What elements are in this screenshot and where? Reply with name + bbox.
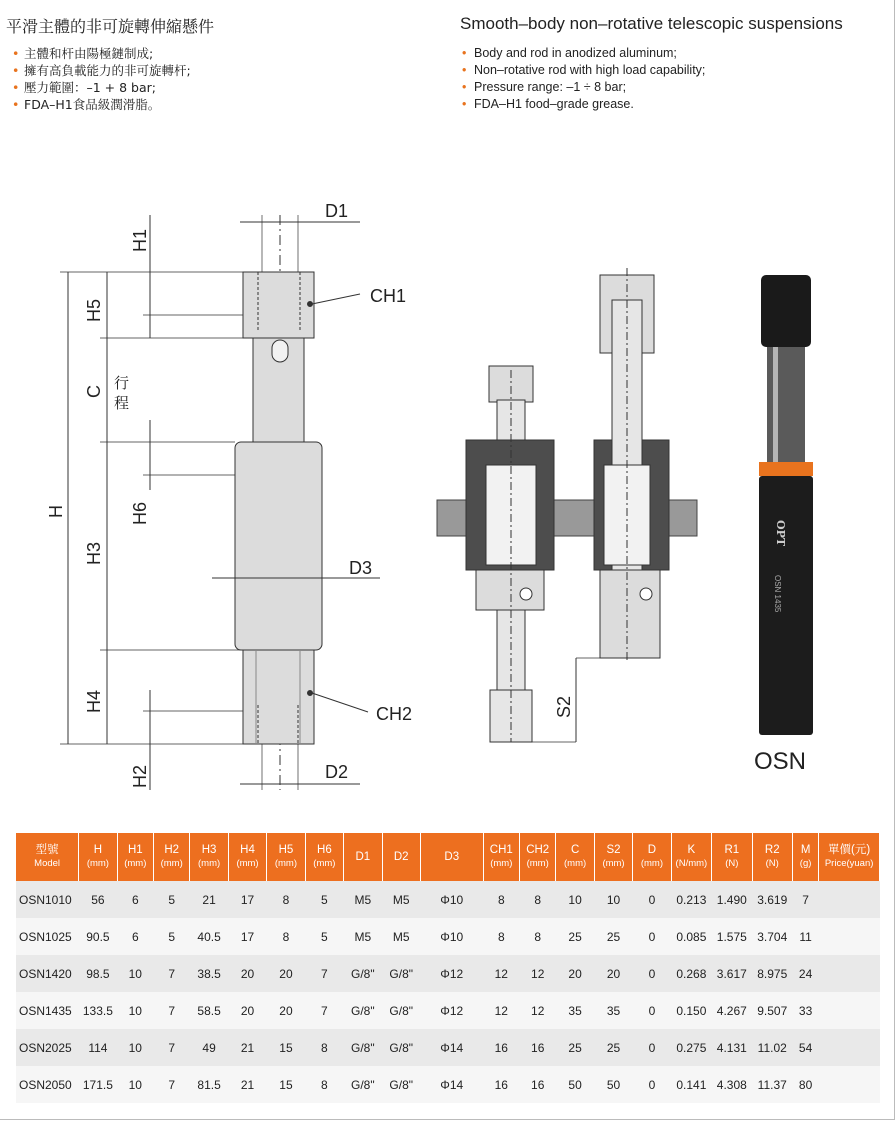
table-cell: 17 — [228, 881, 266, 918]
feature-list-english — [462, 45, 705, 113]
table-cell: 15 — [267, 1029, 305, 1066]
table-row — [16, 918, 880, 955]
table-cell: OSN1435 — [16, 992, 79, 1029]
table-cell: 12 — [483, 955, 519, 992]
table-cell: 25 — [594, 1029, 632, 1066]
table-cell: G/8" — [382, 1029, 420, 1066]
table-cell: 0.150 — [671, 992, 711, 1029]
table-cell: M5 — [382, 881, 420, 918]
label-d3: D3 — [349, 558, 373, 578]
table-cell: 49 — [190, 1029, 228, 1066]
header-label: H — [93, 844, 103, 856]
table-cell: 21 — [190, 881, 228, 918]
table-cell: G/8" — [382, 955, 420, 992]
table-cell: 7 — [154, 1029, 190, 1066]
table-cell: G/8" — [382, 1066, 420, 1103]
table-cell: 9.507 — [752, 992, 792, 1029]
header-label: D3 — [444, 850, 460, 863]
header-unit: Model — [34, 858, 61, 869]
table-cell: 8 — [305, 1029, 343, 1066]
header-label: H6 — [317, 844, 332, 856]
table-cell: 54 — [792, 1029, 818, 1066]
table-cell: 4.267 — [712, 992, 752, 1029]
table-cell: Φ10 — [420, 881, 483, 918]
table-cell: 81.5 — [190, 1066, 228, 1103]
table-cell: 0.085 — [671, 918, 711, 955]
feature-item: • Pressure range: –1 ÷ 8 bar; — [462, 79, 705, 96]
table-cell: 10 — [556, 881, 594, 918]
feature-item: • FDA–H1 food–grade grease. — [462, 96, 705, 113]
header-label: CH1 — [489, 844, 513, 856]
table-header-cell — [305, 833, 343, 881]
header-unit: (N/mm) — [675, 858, 708, 869]
feature-item: • Body and rod in anodized aluminum; — [462, 45, 705, 62]
product-photo — [755, 275, 817, 735]
body — [235, 442, 322, 650]
header-unit: (mm) — [160, 858, 183, 869]
table-cell — [819, 1029, 880, 1066]
table-cell: 50 — [556, 1066, 594, 1103]
label-d2: D2 — [325, 762, 349, 782]
table-cell: 8 — [305, 1066, 343, 1103]
table-cell: 10 — [117, 955, 153, 992]
table-header-cell — [382, 833, 420, 881]
table-cell: 0.268 — [671, 955, 711, 992]
table-cell: 50 — [594, 1066, 632, 1103]
header-label: D — [647, 844, 657, 856]
feature-list-chinese — [12, 45, 191, 113]
table-cell: 3.619 — [752, 881, 792, 918]
header-label: H5 — [278, 844, 294, 856]
table-cell: G/8" — [344, 992, 382, 1029]
table-row — [16, 1029, 880, 1066]
table-cell: 20 — [556, 955, 594, 992]
table-cell: OSN1010 — [16, 881, 79, 918]
feature-item: • 壓力範圍：–1 + 8 bar; — [12, 79, 191, 96]
table-cell: 35 — [556, 992, 594, 1029]
table-cell: Φ12 — [420, 992, 483, 1029]
table-cell: 0 — [633, 1029, 671, 1066]
spec-table — [16, 833, 880, 1103]
table-cell: 7 — [154, 955, 190, 992]
top-cap — [243, 272, 314, 338]
title-english: Smooth–body non–rotative telescopic suspensions — [460, 14, 843, 33]
table-cell: 16 — [520, 1066, 556, 1103]
header-unit: (mm) — [124, 858, 147, 869]
table-row — [16, 881, 880, 918]
table-header-cell — [483, 833, 519, 881]
table-cell: G/8" — [344, 1066, 382, 1103]
table-cell: 5 — [305, 918, 343, 955]
table-cell: 3.704 — [752, 918, 792, 955]
table-cell: G/8" — [382, 992, 420, 1029]
header-label: CH2 — [526, 844, 550, 856]
label-s2: S2 — [554, 695, 574, 718]
label-stroke-1: 行 — [114, 375, 130, 392]
table-cell: 5 — [305, 881, 343, 918]
table-cell: Φ12 — [420, 955, 483, 992]
photo-model-text: OSN 1435 — [773, 575, 782, 613]
table-cell: 0.141 — [671, 1066, 711, 1103]
table-cell: 21 — [228, 1066, 266, 1103]
table-cell: Φ10 — [420, 918, 483, 955]
header-label: R1 — [724, 844, 740, 856]
table-header-cell — [154, 833, 190, 881]
feature-item: • 主體和杆由陽極鏈制成; — [12, 45, 191, 62]
table-cell: 3.617 — [712, 955, 752, 992]
table-cell: 5 — [154, 918, 190, 955]
table-cell: 6 — [117, 918, 153, 955]
label-h5: H5 — [84, 298, 104, 322]
table-cell: 7 — [792, 881, 818, 918]
table-cell: 7 — [154, 992, 190, 1029]
table-cell: 33 — [792, 992, 818, 1029]
table-cell: 1.575 — [712, 918, 752, 955]
table-header-cell — [594, 833, 632, 881]
header-label: H1 — [127, 844, 143, 856]
table-cell: 7 — [305, 955, 343, 992]
header-unit: (N) — [765, 858, 779, 869]
table-cell: 12 — [520, 955, 556, 992]
table-cell: 25 — [594, 918, 632, 955]
header-unit: (N) — [725, 858, 739, 869]
table-cell: 20 — [594, 955, 632, 992]
table-cell: 11 — [792, 918, 818, 955]
table-cell: 171.5 — [79, 1066, 117, 1103]
table-cell: M5 — [344, 881, 382, 918]
table-cell: 40.5 — [190, 918, 228, 955]
table-row — [16, 992, 880, 1029]
table-cell: 7 — [305, 992, 343, 1029]
table-cell: 12 — [483, 992, 519, 1029]
header-label: H2 — [164, 844, 180, 856]
table-cell: 15 — [267, 1066, 305, 1103]
table-cell: 35 — [594, 992, 632, 1029]
table-cell — [819, 955, 880, 992]
label-ch2: CH2 — [376, 704, 413, 724]
table-cell: 10 — [117, 1029, 153, 1066]
header-unit: (mm) — [236, 858, 259, 869]
header-label: D2 — [393, 850, 409, 863]
header-label: 單價(元) — [828, 844, 871, 856]
header-unit: (mm) — [198, 858, 221, 869]
table-header-cell — [228, 833, 266, 881]
table-cell: OSN1025 — [16, 918, 79, 955]
table-cell — [819, 992, 880, 1029]
table-cell: 4.308 — [712, 1066, 752, 1103]
table-cell: 20 — [267, 992, 305, 1029]
table-cell: 80 — [792, 1066, 818, 1103]
table-cell: 38.5 — [190, 955, 228, 992]
table-cell: 8.975 — [752, 955, 792, 992]
table-header-cell — [819, 833, 880, 881]
label-h1: H1 — [130, 228, 150, 252]
table-cell: 98.5 — [79, 955, 117, 992]
table-header-cell — [633, 833, 671, 881]
table-header-cell — [16, 833, 79, 881]
table-cell: 8 — [520, 918, 556, 955]
table-header-cell — [79, 833, 117, 881]
table-cell: 12 — [520, 992, 556, 1029]
header-unit: (g) — [799, 858, 812, 869]
header-unit: Price(yuan) — [824, 858, 874, 869]
table-header-cell — [117, 833, 153, 881]
table-cell: 133.5 — [79, 992, 117, 1029]
table-cell: 8 — [267, 881, 305, 918]
table-cell: 25 — [556, 918, 594, 955]
table-cell: 0.213 — [671, 881, 711, 918]
table-header-cell — [520, 833, 556, 881]
table-header-cell — [190, 833, 228, 881]
table-cell: 90.5 — [79, 918, 117, 955]
label-h4: H4 — [84, 689, 104, 713]
product-name: OSN — [754, 748, 807, 775]
table-row — [16, 1066, 880, 1103]
table-header-cell — [556, 833, 594, 881]
technical-drawing — [0, 150, 740, 810]
table-cell: 8 — [267, 918, 305, 955]
table-cell: 20 — [228, 955, 266, 992]
header-label: S2 — [606, 844, 621, 856]
table-cell: G/8" — [344, 1029, 382, 1066]
table-header-cell — [792, 833, 818, 881]
table-cell: 5 — [154, 881, 190, 918]
table-cell: 4.131 — [712, 1029, 752, 1066]
table-cell: 21 — [228, 1029, 266, 1066]
table-cell: 58.5 — [190, 992, 228, 1029]
table-cell: 0 — [633, 992, 671, 1029]
table-cell: 8 — [520, 881, 556, 918]
table-header-cell — [712, 833, 752, 881]
label-c: C — [84, 385, 104, 398]
table-cell: 8 — [483, 881, 519, 918]
table-header-cell — [752, 833, 792, 881]
header-label: H3 — [201, 844, 217, 856]
table-cell: Φ14 — [420, 1066, 483, 1103]
header-unit: (mm) — [640, 858, 664, 869]
table-cell: 11.37 — [752, 1066, 792, 1103]
table-cell: 16 — [483, 1029, 519, 1066]
feature-item: • FDA–H1食品級潤滑脂。 — [12, 96, 191, 113]
table-cell: 0 — [633, 955, 671, 992]
table-cell: 10 — [117, 992, 153, 1029]
label-stroke-2: 程 — [114, 395, 130, 412]
table-cell — [819, 918, 880, 955]
table-cell: M5 — [344, 918, 382, 955]
header-label: R2 — [764, 844, 780, 856]
table-cell: M5 — [382, 918, 420, 955]
label-h: H — [46, 505, 66, 518]
table-cell: 17 — [228, 918, 266, 955]
table-row — [16, 955, 880, 992]
label-ch1: CH1 — [370, 286, 407, 306]
header-unit: (mm) — [602, 858, 625, 869]
label-h6: H6 — [130, 501, 150, 525]
header-label: C — [570, 844, 580, 856]
table-header-cell — [267, 833, 305, 881]
table-cell: OSN2025 — [16, 1029, 79, 1066]
table-cell: 20 — [228, 992, 266, 1029]
table-cell: 10 — [594, 881, 632, 918]
table-cell: 25 — [556, 1029, 594, 1066]
feature-item: • Non–rotative rod with high load capability; — [462, 62, 705, 79]
header-label: D1 — [355, 850, 371, 863]
feature-item: • 擁有高負載能力的非可旋轉杆; — [12, 62, 191, 79]
header-label: 型號 — [35, 844, 59, 856]
table-cell: 0.275 — [671, 1029, 711, 1066]
header-unit: (mm) — [274, 858, 298, 869]
table-cell: 20 — [267, 955, 305, 992]
header-unit: (mm) — [490, 858, 513, 869]
table-header-row — [16, 833, 880, 881]
table-cell: OSN1420 — [16, 955, 79, 992]
photo-brand-text: OPT — [774, 520, 787, 547]
bottom-cap — [243, 650, 314, 744]
table-cell: 10 — [117, 1066, 153, 1103]
table-body — [16, 881, 880, 1103]
table-cell: 114 — [79, 1029, 117, 1066]
label-h2: H2 — [130, 764, 150, 788]
table-header-cell — [344, 833, 382, 881]
header-unit: (mm) — [526, 858, 549, 869]
header-label: H4 — [240, 844, 255, 856]
table-cell: Φ14 — [420, 1029, 483, 1066]
table-cell: G/8" — [344, 955, 382, 992]
table-cell: 7 — [154, 1066, 190, 1103]
table-cell: 11.02 — [752, 1029, 792, 1066]
title-chinese: 平滑主體的非可旋轉伸縮懸件 — [6, 17, 215, 36]
header-unit: (mm) — [86, 858, 109, 869]
table-cell: 8 — [483, 918, 519, 955]
table-cell: 24 — [792, 955, 818, 992]
table-cell — [819, 881, 880, 918]
header-label: M — [800, 844, 811, 856]
table-cell: 0 — [633, 1066, 671, 1103]
label-d1: D1 — [325, 201, 349, 221]
label-h3: H3 — [84, 541, 104, 565]
table-cell: 1.490 — [712, 881, 752, 918]
table-cell: 6 — [117, 881, 153, 918]
table-cell: 0 — [633, 918, 671, 955]
header-label: K — [687, 844, 696, 856]
table-cell: 0 — [633, 881, 671, 918]
table-cell: 16 — [520, 1029, 556, 1066]
table-header-cell — [671, 833, 711, 881]
table-cell: 16 — [483, 1066, 519, 1103]
header-unit: (mm) — [313, 858, 336, 869]
table-cell: 56 — [79, 881, 117, 918]
table-header-cell — [420, 833, 483, 881]
table-cell: OSN2050 — [16, 1066, 79, 1103]
table-cell — [819, 1066, 880, 1103]
header-unit: (mm) — [564, 858, 587, 869]
